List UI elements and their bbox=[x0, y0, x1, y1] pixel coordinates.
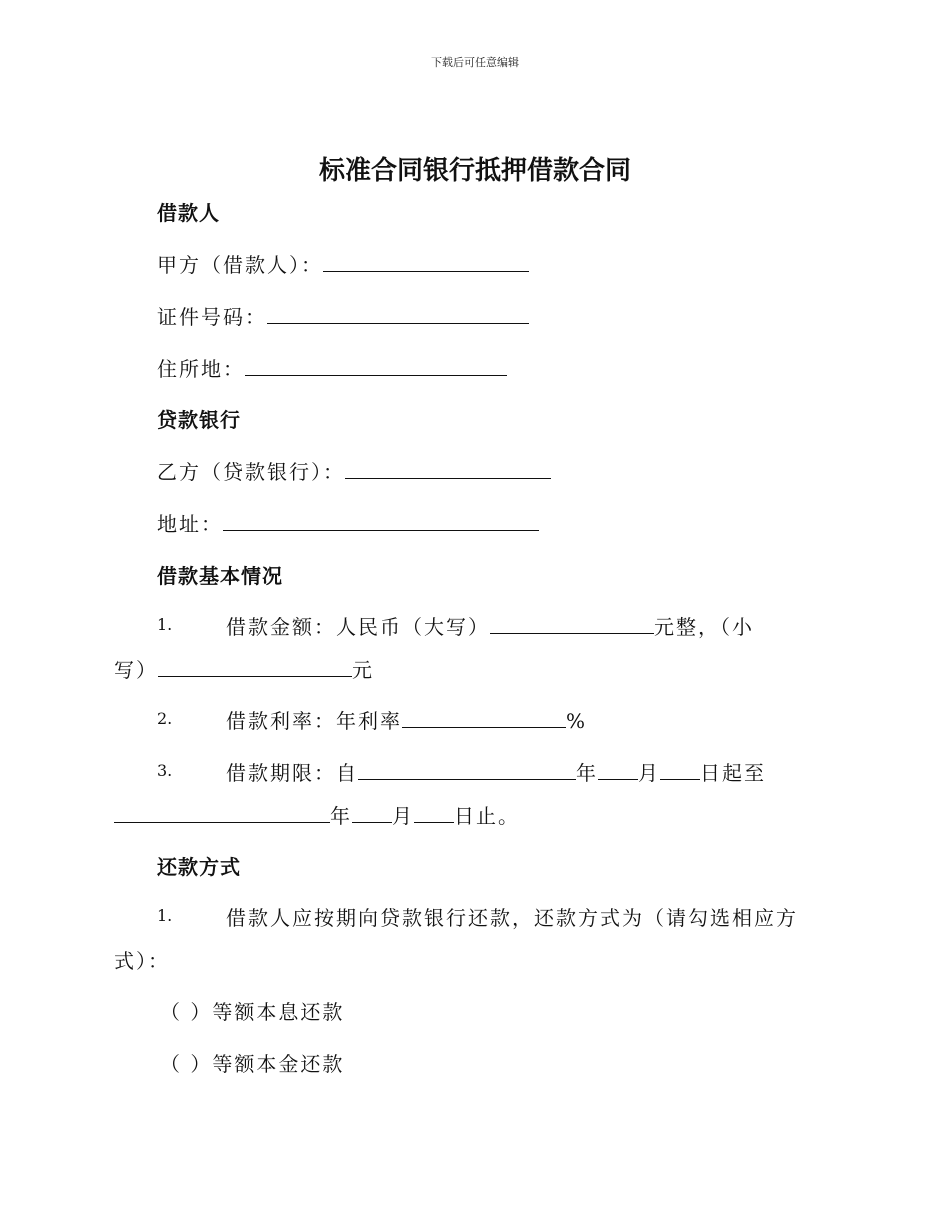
interest-rate-blank[interactable] bbox=[402, 709, 566, 728]
party-a-line bbox=[157, 249, 529, 278]
loan-amount-line-2 bbox=[114, 654, 374, 683]
bank-address-blank[interactable] bbox=[223, 512, 539, 531]
loan-amount-line bbox=[226, 611, 754, 640]
loan-amount-unit: 元 bbox=[352, 658, 374, 682]
party-b-label: 乙方（贷款银行）： bbox=[157, 460, 345, 484]
party-b-line bbox=[157, 456, 551, 485]
start-day-unit: 日起至 bbox=[700, 761, 766, 785]
loan-item2-number: 2. bbox=[157, 709, 173, 728]
document-title: 标准合同银行抵押借款合同 bbox=[318, 156, 631, 186]
start-year-unit: 年 bbox=[576, 761, 598, 785]
bank-address-line bbox=[157, 508, 539, 537]
loan-term-line-2 bbox=[114, 800, 520, 829]
loan-amount-label: 借款金额：人民币（大写） bbox=[226, 615, 490, 639]
start-day-blank[interactable] bbox=[660, 761, 700, 780]
party-b-blank[interactable] bbox=[345, 460, 551, 479]
repayment-method-line-2 bbox=[114, 945, 170, 974]
header-note: 下载后可任意编辑 bbox=[431, 56, 519, 69]
section-repayment-heading: 还款方式 bbox=[157, 855, 241, 879]
start-year-blank[interactable] bbox=[358, 761, 576, 780]
repayment-method-text-2: 式）： bbox=[114, 949, 170, 973]
party-a-blank[interactable] bbox=[323, 253, 529, 272]
section-borrower-heading: 借款人 bbox=[157, 201, 220, 225]
id-number-line bbox=[157, 301, 529, 330]
end-month-unit: 月 bbox=[392, 804, 414, 828]
party-a-label: 甲方（借款人）： bbox=[157, 253, 323, 277]
loan-item1-number: 1. bbox=[157, 615, 173, 634]
loan-amount-uppercase-blank[interactable] bbox=[490, 615, 654, 634]
loan-amount-lowercase-label: 写） bbox=[114, 658, 158, 682]
percent-sign: % bbox=[566, 709, 588, 733]
end-year-unit: 年 bbox=[330, 804, 352, 828]
end-day-blank[interactable] bbox=[414, 804, 454, 823]
loan-term-label: 借款期限：自 bbox=[226, 761, 358, 785]
end-day-unit: 日止。 bbox=[454, 804, 520, 828]
section-bank-heading: 贷款银行 bbox=[157, 408, 241, 432]
end-month-blank[interactable] bbox=[352, 804, 392, 823]
loan-term-line bbox=[226, 757, 766, 786]
residence-label: 住所地： bbox=[157, 357, 245, 381]
loan-amount-lowercase-blank[interactable] bbox=[158, 658, 352, 677]
residence-line bbox=[157, 353, 507, 382]
bank-address-label: 地址： bbox=[157, 512, 223, 536]
start-month-unit: 月 bbox=[638, 761, 660, 785]
repayment-method-text: 借款人应按期向贷款银行还款，还款方式为（请勾选相应方 bbox=[226, 906, 798, 930]
repayment-option-equal-installment[interactable]: （ ）等额本息还款 bbox=[160, 1000, 345, 1024]
interest-rate-line bbox=[226, 705, 587, 734]
interest-rate-label: 借款利率：年利率 bbox=[226, 709, 402, 733]
start-month-blank[interactable] bbox=[598, 761, 638, 780]
loan-item3-number: 3. bbox=[157, 761, 173, 780]
end-year-blank[interactable] bbox=[114, 804, 330, 823]
loan-amount-suffix: 元整，（小 bbox=[654, 615, 754, 639]
repayment-item1-number: 1. bbox=[157, 906, 173, 925]
section-loan-basics-heading: 借款基本情况 bbox=[157, 564, 283, 588]
id-number-blank[interactable] bbox=[267, 305, 529, 324]
residence-blank[interactable] bbox=[245, 357, 507, 376]
repayment-option-equal-principal[interactable]: （ ）等额本金还款 bbox=[160, 1052, 345, 1076]
id-number-label: 证件号码： bbox=[157, 305, 267, 329]
repayment-method-line bbox=[226, 902, 798, 931]
